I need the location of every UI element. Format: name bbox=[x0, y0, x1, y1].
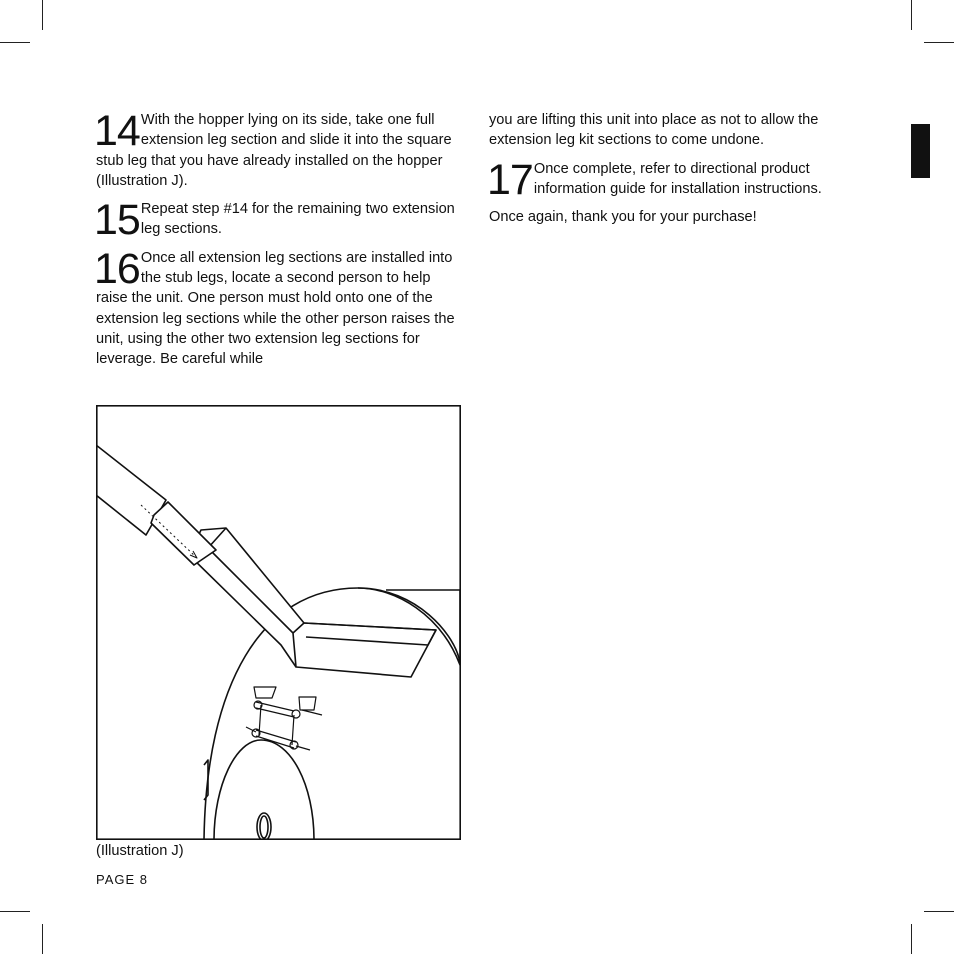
illustration-caption: (Illustration J) bbox=[96, 843, 184, 859]
step-16 bbox=[94, 244, 466, 370]
step-number: 15 bbox=[94, 196, 140, 245]
step-number: 14 bbox=[94, 107, 140, 155]
crop-mark-top-left-h bbox=[0, 42, 30, 43]
crop-mark-top-right-h bbox=[924, 42, 954, 43]
section-tab-marker bbox=[911, 124, 930, 178]
step-number: 17 bbox=[487, 155, 533, 204]
disc-hole bbox=[257, 813, 271, 840]
closing-text: Once again, thank you for your purchase! bbox=[489, 209, 757, 226]
step-15 bbox=[94, 196, 466, 245]
step-text: Once all extension leg sections are installed into the stub legs, locate a second person to help raise the unit. One person must hold onto one of the extension leg sections while the other person raises the unit, using the other two extension leg sections for leverage. Be careful while bbox=[96, 249, 455, 368]
step-17 bbox=[487, 155, 859, 204]
crop-mark-bottom-left-v bbox=[42, 924, 43, 954]
step-14 bbox=[94, 107, 466, 191]
page-number: PAGE 8 bbox=[96, 872, 149, 887]
step-text: Repeat step #14 for the remaining two extension leg sections. bbox=[140, 201, 455, 238]
continuation-text: you are lifting this unit into place as not to allow the extension leg kit sections to come undone. bbox=[489, 112, 819, 149]
step-text: With the hopper lying on its side, take one full extension leg section and slide it into the square stub leg that you have already installed on the hopper (Illustration J). bbox=[96, 112, 452, 189]
step-text: Once complete, refer to directional product information guide for installation instructions. bbox=[533, 160, 822, 197]
illustration-j bbox=[96, 405, 461, 840]
crop-mark-bottom-right-v bbox=[911, 924, 912, 954]
left-column bbox=[94, 107, 466, 378]
crop-mark-top-left-v bbox=[42, 0, 43, 30]
crop-mark-bottom-right-h bbox=[924, 911, 954, 912]
crop-mark-bottom-left-h bbox=[0, 911, 30, 912]
crop-mark-top-right-v bbox=[911, 0, 912, 30]
right-column bbox=[489, 110, 859, 235]
step-number: 16 bbox=[94, 244, 140, 293]
